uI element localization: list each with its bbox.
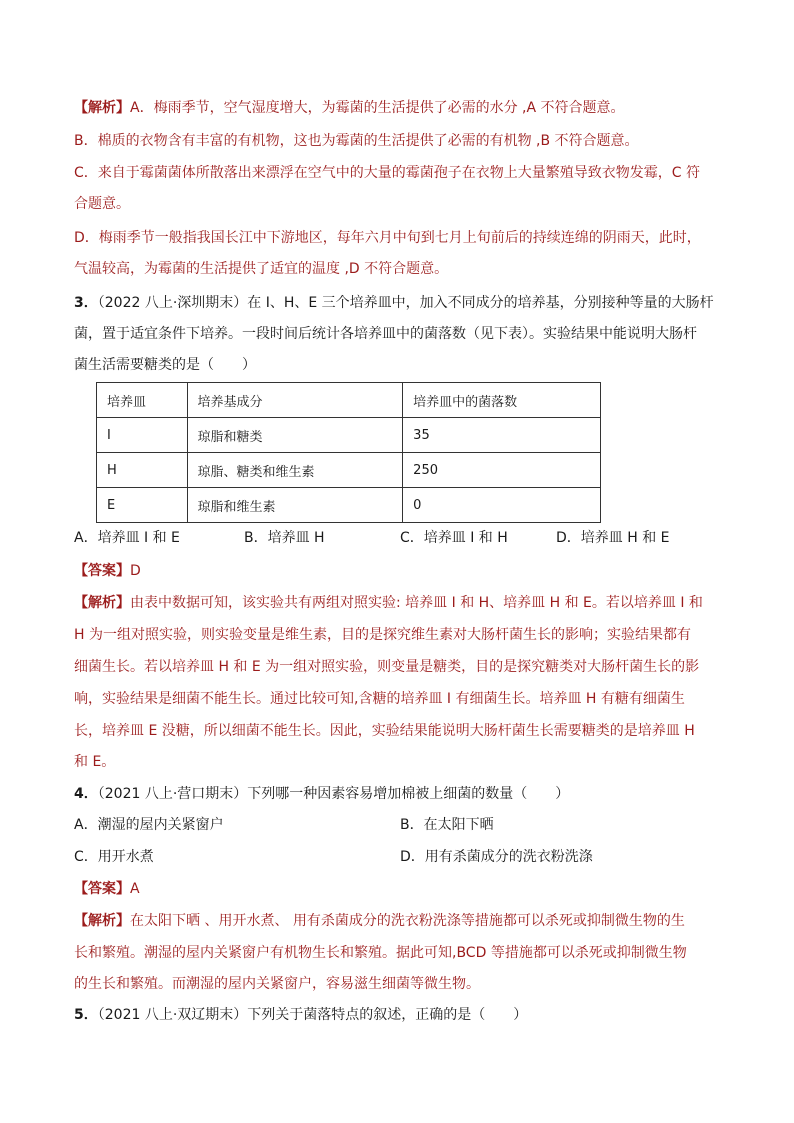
q3-analysis-line-6: 和 E。 — [74, 754, 116, 770]
q5-stem — [74, 1005, 527, 1025]
q2-analysis-line-2: B．棉质的衣物含有丰富的有机物，这也为霉菌的生活提供了必需的有机物 ,B 不符合题意。 — [74, 133, 639, 149]
table-cell: 250 — [403, 453, 601, 488]
q3-option-a: A．培养皿 I 和 E — [74, 530, 180, 546]
q4-answer — [74, 879, 140, 899]
q3-analysis-line-5: 长，培养皿 E 没糖，所以细菌不能生长。因此，实验结果能说明大肠杆菌生长需要糖类的是培养皿 H — [74, 723, 695, 739]
table-cell: 琼脂和糖类 — [187, 418, 403, 453]
question-number: 3． — [74, 295, 98, 311]
question-source: （2021 八上·营口期末） — [97, 786, 248, 802]
q2-analysis-line-3: C．来自于霉菌菌体所散落出来漂浮在空气中的大量的霉菌孢子在衣物上大量繁殖导致衣物发霉，C 符 — [74, 165, 700, 181]
answer-value: A — [130, 881, 140, 897]
table-header-row — [97, 383, 601, 418]
answer-tag: 【答案】 — [74, 563, 130, 579]
table-cell: E — [97, 488, 188, 523]
q2-analysis-line-1 — [74, 98, 625, 118]
q3-analysis-line-4: 响，实验结果是细菌不能生长。通过比较可知,含糖的培养皿 I 有细菌生长。培养皿 H 有糖有细菌生 — [74, 691, 685, 707]
question-stem: 在 I、H、E 三个培养皿中，加入不同成分的培养基，分别接种等量的大肠杆 — [247, 295, 714, 311]
q2-analysis-line-6: 气温较高，为霉菌的生活提供了适宜的温度 ,D 不符合题意。 — [74, 261, 449, 277]
question-source: （2022 八上·深圳期末） — [97, 295, 248, 311]
q3-stem-line-3: 菌生活需要糖类的是（ ） — [74, 357, 256, 373]
q3-option-d: D．培养皿 H 和 E — [556, 530, 670, 546]
q3-stem-line-2: 菌，置于适宜条件下培养。一段时间后统计各培养皿中的菌落数（见下表）。实验结果中能说明大肠杆 — [74, 326, 697, 342]
table-cell: 琼脂、糖类和维生素 — [187, 453, 403, 488]
q3-option-c: C．培养皿 I 和 H — [400, 530, 508, 546]
table-header-cell: 培养皿中的菌落数 — [403, 383, 601, 418]
question-number: 5． — [74, 1007, 98, 1023]
table-row — [97, 418, 601, 453]
table-cell: 琼脂和维生素 — [187, 488, 403, 523]
q3-analysis-line-2: H 为一组对照实验，则实验变量是维生素，目的是探究维生素对大肠杆菌生长的影响；实验结果都有 — [74, 627, 691, 643]
q4-option-b: B．在太阳下晒 — [400, 817, 494, 833]
question-stem: 下列哪一种因素容易增加棉被上细菌的数量（ ） — [247, 786, 570, 802]
question-stem: 下列关于菌落特点的叙述，正确的是（ ） — [247, 1007, 528, 1023]
analysis-text: 在太阳下晒 、用开水煮、 用有杀菌成分的洗衣粉洗涤等措施都可以杀死或抑制微生物的生 — [130, 913, 685, 929]
table-cell: I — [97, 418, 188, 453]
table-header-cell: 培养皿 — [97, 383, 188, 418]
q3-option-b: B．培养皿 H — [244, 530, 325, 546]
analysis-text: A．梅雨季节，空气湿度增大，为霉菌的生活提供了必需的水分 ,A 不符合题意。 — [130, 100, 625, 116]
analysis-tag: 【解析】 — [74, 100, 130, 116]
q2-analysis-line-4: 合题意。 — [74, 196, 130, 212]
table-row — [97, 453, 601, 488]
question-number: 4． — [74, 786, 98, 802]
answer-tag: 【答案】 — [74, 881, 130, 897]
question-source: （2021 八上·双辽期末） — [97, 1007, 248, 1023]
answer-value: D — [130, 563, 141, 579]
q4-analysis-line-2: 长和繁殖。潮湿的屋内关紧窗户有机物生长和繁殖。据此可知,BCD 等措施都可以杀死或抑制微生物 — [74, 945, 687, 961]
experiment-table — [96, 382, 601, 523]
analysis-tag: 【解析】 — [74, 595, 130, 611]
q4-option-d: D．用有杀菌成分的洗衣粉洗涤 — [400, 849, 593, 865]
table-cell: 0 — [403, 488, 601, 523]
q3-analysis-line-3: 细菌生长。若以培养皿 H 和 E 为一组对照实验，则变量是糖类，目的是探究糖类对大肠杆菌生长的影 — [74, 659, 700, 675]
q4-analysis-line-1 — [74, 911, 685, 931]
table-header-cell: 培养基成分 — [187, 383, 403, 418]
q3-answer — [74, 561, 141, 581]
table-cell: H — [97, 453, 188, 488]
q3-analysis-line-1 — [74, 593, 703, 613]
q3-stem-line-1 — [74, 293, 714, 313]
analysis-tag: 【解析】 — [74, 913, 130, 929]
q4-option-a: A．潮湿的屋内关紧窗户 — [74, 817, 224, 833]
q4-analysis-line-3: 的生长和繁殖。而潮湿的屋内关紧窗户，容易滋生细菌等微生物。 — [74, 976, 480, 992]
table-cell: 35 — [403, 418, 601, 453]
q4-option-c: C．用开水煮 — [74, 849, 154, 865]
table-row — [97, 488, 601, 523]
q4-stem — [74, 784, 569, 804]
analysis-text: 由表中数据可知，该实验共有两组对照实验: 培养皿 I 和 H、培养皿 H 和 E。若以培养皿 I 和 — [130, 595, 703, 611]
q2-analysis-line-5: D．梅雨季节一般指我国长江中下游地区，每年六月中旬到七月上旬前后的持续连绵的阴雨天，此时， — [74, 230, 701, 246]
